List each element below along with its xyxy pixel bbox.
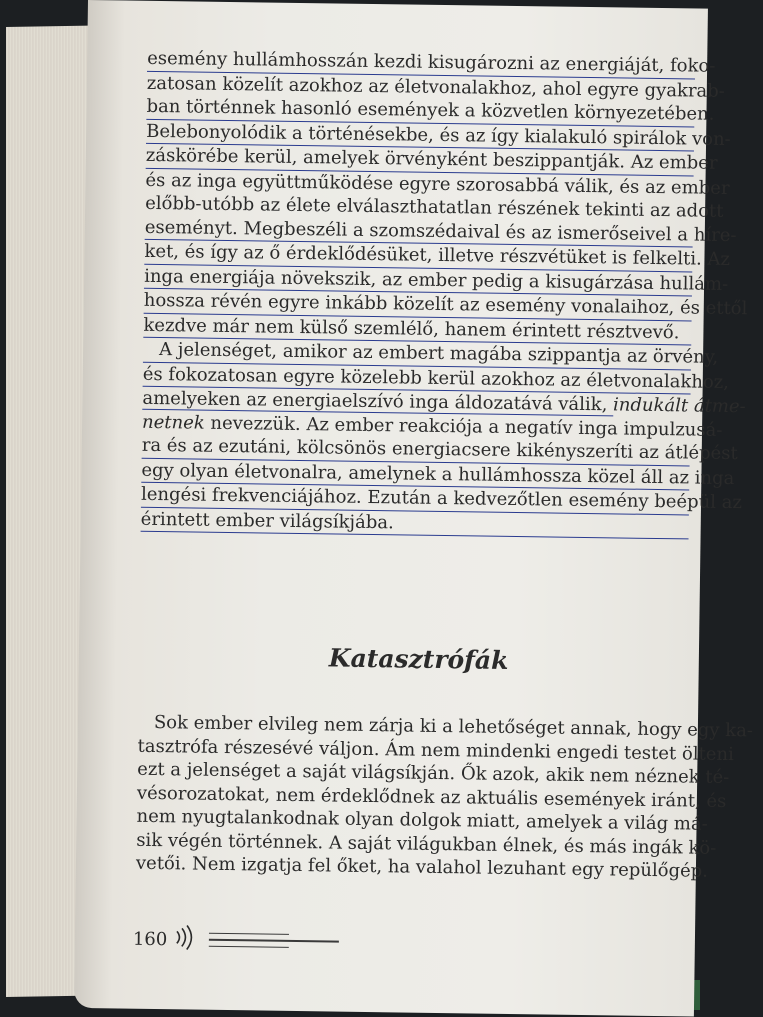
text-line: egy olyan életvonalra, amelynek a hullámhossza közel áll az inga <box>141 459 735 489</box>
rule-line <box>209 946 289 949</box>
text-line: inga energiája növekszik, az ember pedig a kisugárzása hullám- <box>144 265 729 295</box>
page-footer <box>133 923 340 958</box>
text-line: záskörébe kerül, amelyek örvényként beszippantják. Az ember <box>146 144 694 176</box>
text-line: hossza révén egyre inkább közelít az esemény vonalaihoz, és ettől <box>143 289 748 320</box>
text-line: ket, és így az ő érdeklődésüket, illetve részvétüket is felkelti. Az <box>144 240 731 270</box>
text-line: ban történnek hasonló események a közvetlen környezetében. <box>146 95 694 127</box>
text-line: sik végén történnek. A saját világukban élnek, és más ingák kö- <box>136 829 717 859</box>
sound-wave-icon <box>173 923 199 955</box>
text-line: nem nyugtalankodnak olyan dolgok miatt, amelyek a világ má- <box>136 805 708 835</box>
text-line: tasztrófa részesévé váljon. Ám nem mindenki engedi testet ölteni <box>137 735 734 765</box>
text-line: kezdve már nem külső szemlélő, hanem érintett résztvevő. <box>143 313 691 345</box>
upper-paragraph <box>140 47 748 540</box>
footer-rules <box>209 928 339 954</box>
text-line: Sok ember elvileg nem zárja ki a lehetőséget annak, hogy egy ka- <box>153 711 754 742</box>
text-line: zatosan közelít azokhoz az életvonalakhoz, ahol egyre gyakrab- <box>146 72 726 102</box>
rule-line <box>209 933 289 936</box>
text-line: vetői. Nem izgatja fel őket, ha valahol lezuhant egy repülőgép. <box>135 852 709 882</box>
lower-paragraph <box>135 711 754 883</box>
italic-term: indukált átme- <box>612 394 746 418</box>
italic-term: netnek <box>141 411 205 434</box>
text-line: és az inga együttműködése egyre szorosabbá válik, és az ember <box>145 169 730 199</box>
rule-line <box>209 939 339 942</box>
text-line: ezt a jelenséget a saját világsíkján. Ők azok, akik nem néznek té- <box>137 758 730 789</box>
text-line: ra és az ezutáni, kölcsönös energiacsere kikényszeríti az átlépést <box>141 434 738 465</box>
book-page <box>74 0 754 1017</box>
section-heading: Katasztrófák <box>328 643 509 675</box>
text-line: Belebonyolódik a történésekbe, és az így kialakuló spirálok von- <box>146 120 731 150</box>
text-line: esemény hullámhosszán kezdi kisugározni az energiáját, foko- <box>147 47 695 79</box>
text-line-main: nevezzük. Az ember reakciója a negatív inga impulzusá- <box>204 412 723 441</box>
page-number: 160 <box>132 928 168 950</box>
text-line-main: amelyeken az energiaelszívó inga áldozatává válik, <box>142 387 614 416</box>
text-line: és fokozatosan egyre közelebb kerül azokhoz az életvonalakhoz, <box>142 363 730 393</box>
text-line: lengési frekvenciájához. Ezután a kedvezőtlen esemény beépül az <box>140 483 743 514</box>
text-line: eseményt. Megbeszéli a szomszédaival és az ismerőseivel a híre- <box>144 216 737 246</box>
text-line: előbb-utóbb az élete elválaszthatatlan részének tekinti az adott <box>145 192 724 222</box>
text-line: vésorozatokat, nem érdeklődnek az aktuális események iránt, és <box>136 782 727 812</box>
text-line: érintett ember világsíkjába. <box>141 507 689 539</box>
text-line: A jelenséget, amikor az embert magába szippantja az örvény, <box>143 338 691 370</box>
